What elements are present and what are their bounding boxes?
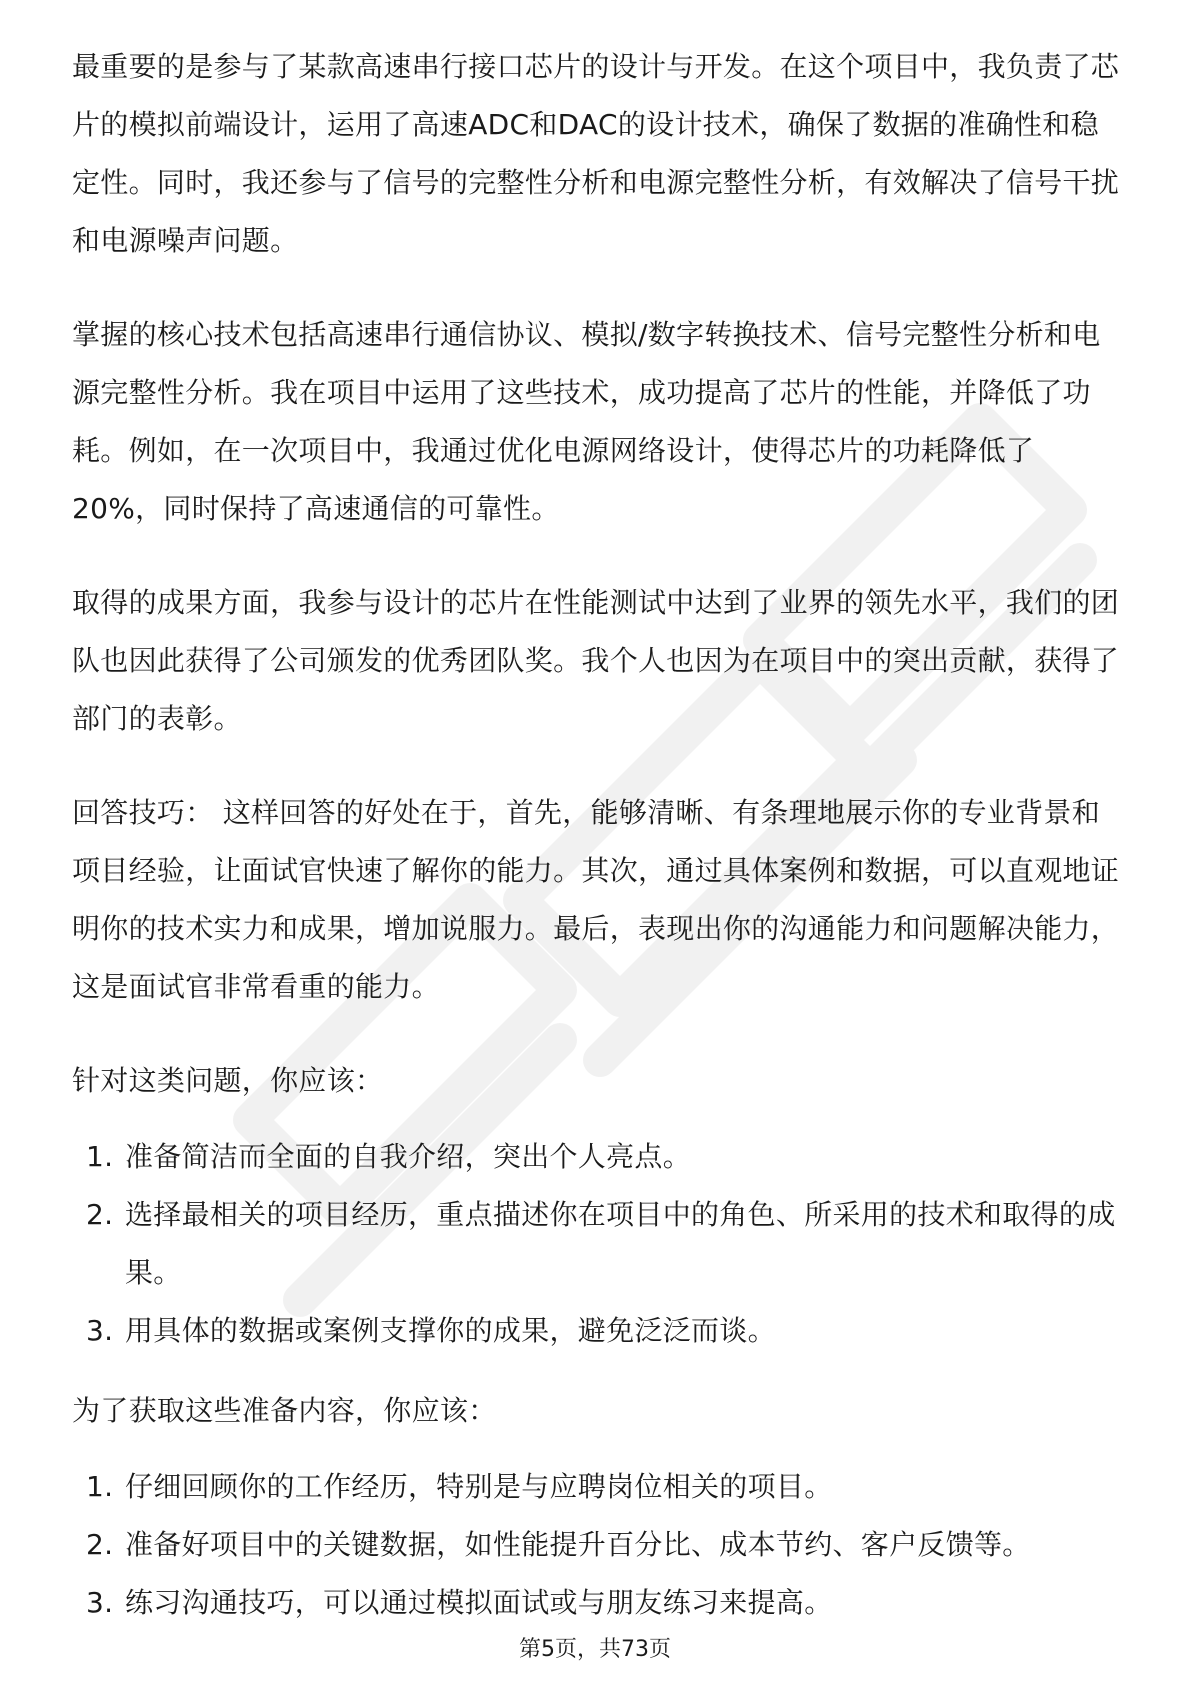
paragraph-core-technology: 掌握的核心技术包括高速串行通信协议、模拟/数字转换技术、信号完整性分析和电源完整性分析。我在项目中运用了这些技术，成功提高了芯片的性能，并降低了功耗。例如，在一次项目中，我通过优化电源网络设计，使得芯片的功耗降低了20%，同时保持了高速通信的可靠性。 [72,318,1101,525]
list-item [72,1574,1122,1632]
paragraph-achievements: 取得的成果方面，我参与设计的芯片在性能测试中达到了业界的领先水平，我们的团队也因此获得了公司颁发的优秀团队奖。我个人也因为在项目中的突出贡献，获得了部门的表彰。 [72,586,1120,735]
list-item-number: 1. [86,1470,114,1503]
list-item [72,1186,1122,1302]
list-item [72,1458,1122,1516]
paragraph-project-experience: 最重要的是参与了某款高速串行接口芯片的设计与开发。在这个项目中，我负责了芯片的模拟前端设计，运用了高速ADC和DAC的设计技术，确保了数据的准确性和稳定性。同时，我还参与了信号的完整性分析和电源完整性分析，有效解决了信号干扰和电源噪声问题。 [72,50,1120,257]
list-item-number: 2. [86,1198,114,1231]
paragraph-answer-tips: 回答技巧： 这样回答的好处在于，首先，能够清晰、有条理地展示你的专业背景和项目经验，让面试官快速了解你的能力。其次，通过具体案例和数据，可以直观地证明你的技术实力和成果，增加说服力。最后，表现出你的沟通能力和问题解决能力，这是面试官非常看重的能力。 [72,796,1120,1003]
list-item-number: 2. [86,1528,114,1561]
list-item-number: 3. [86,1314,114,1347]
document-body [72,38,1122,1654]
list-item-number: 1. [86,1140,114,1173]
list-item [72,1302,1122,1360]
list-item-text: 选择最相关的项目经历，重点描述你在项目中的角色、所采用的技术和取得的成果。 [125,1198,1116,1289]
section-heading-how-to-prepare: 为了获取这些准备内容，你应该： [72,1394,497,1427]
list-item [72,1128,1122,1186]
list-item-text: 仔细回顾你的工作经历，特别是与应聘岗位相关的项目。 [125,1470,833,1503]
list-how-to-prepare [72,1458,1122,1632]
list-item-text: 准备简洁而全面的自我介绍，突出个人亮点。 [125,1140,692,1173]
list-item-text: 用具体的数据或案例支撑你的成果，避免泛泛而谈。 [125,1314,776,1347]
list-item-text: 准备好项目中的关键数据，如性能提升百分比、成本节约、客户反馈等。 [125,1528,1031,1561]
section-heading-how-to-answer: 针对这类问题，你应该： [72,1064,384,1097]
list-item [72,1516,1122,1574]
list-how-to-answer [72,1128,1122,1360]
list-item-text: 练习沟通技巧，可以通过模拟面试或与朋友练习来提高。 [125,1586,833,1619]
list-item-number: 3. [86,1586,114,1619]
page-number-footer: 第5页，共73页 [519,1637,671,1662]
